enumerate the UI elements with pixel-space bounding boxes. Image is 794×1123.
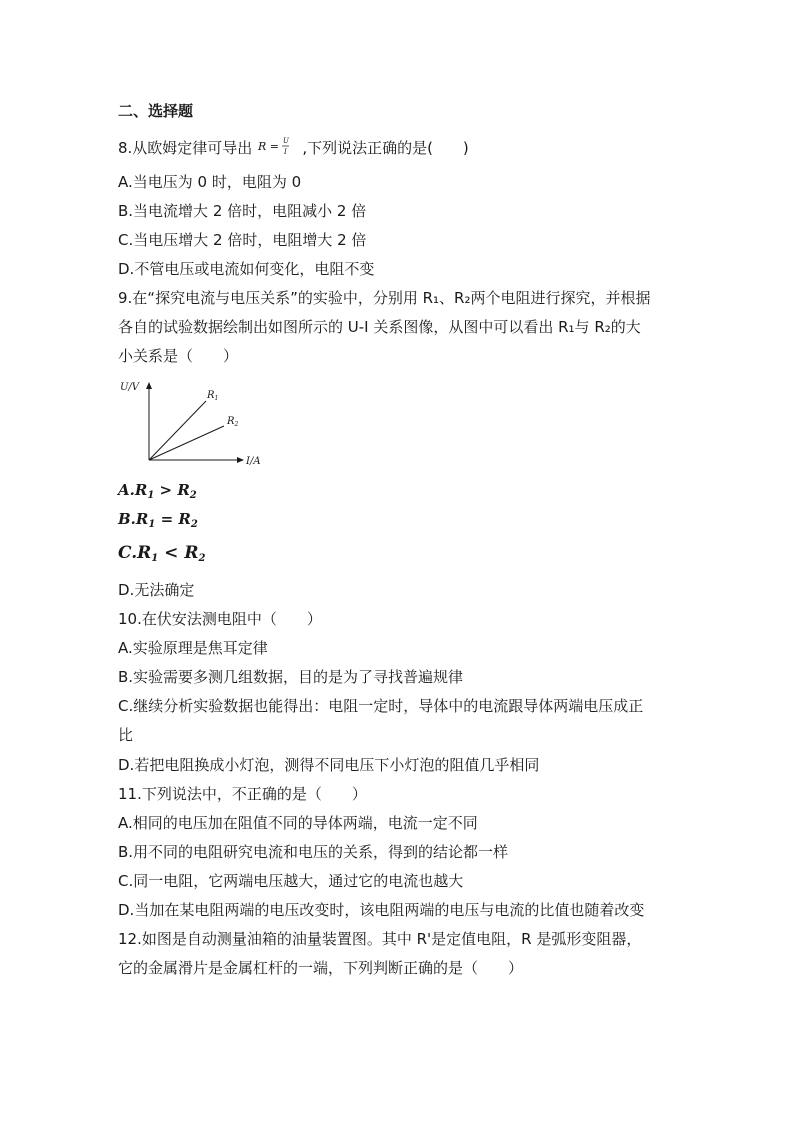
q9-line-r1: [149, 401, 206, 460]
q10-stem: 10.在伏安法测电阻中（ ）: [118, 610, 322, 628]
q11-option-b: B.用不同的电阻研究电流和电压的关系，得到的结论都一样: [118, 843, 509, 861]
q9-ui-graph: [118, 378, 268, 468]
q12-stem-line-2: 它的金属滑片是金属杠杆的一端，下列判断正确的是（ ）: [118, 959, 524, 977]
q8-formula-lhs: R =: [258, 140, 280, 153]
q9-x-axis-label: I/A: [246, 456, 261, 467]
q11-stem: 11.下列说法中，不正确的是（ ）: [118, 785, 367, 803]
q9-stem-line-3: 小关系是（ ）: [118, 347, 239, 365]
q8-stem-before: 8.从欧姆定律可导出: [118, 139, 253, 157]
q10-option-c: C.继续分析实验数据也能得出：电阻一定时，导体中的电流跟导体两端电压成正: [118, 697, 644, 715]
q9-option-a: $A.R_1 > R_2$: [118, 481, 197, 501]
q9-stem-line-1: 9.在“探究电流与电压关系”的实验中，分别用 R₁、R₂两个电阻进行探究，并根据: [118, 289, 651, 307]
q8-stem-after: ,下列说法正确的是( ): [302, 139, 469, 157]
q11-option-c: C.同一电阻，它两端电压越大，通过它的电流也越大: [118, 872, 464, 890]
q9-option-b: $B.R_1 = R_2$: [118, 510, 198, 530]
q12-stem-line-1: 12.如图是自动测量油箱的油量装置图。其中 R'是定值电阻，R 是弧形变阻器，: [118, 930, 642, 948]
q10-option-c-cont: 比: [118, 726, 134, 744]
q9-line-r2: [149, 426, 224, 460]
q8-option-d: D.不管电压或电流如何变化，电阻不变: [118, 260, 375, 278]
q9-y-axis-label: U/V: [120, 382, 140, 393]
q8-formula: [256, 135, 298, 162]
q8-formula-den: I: [284, 148, 288, 156]
q11-option-a: A.相同的电压加在阻值不同的导体两端，电流一定不同: [118, 814, 478, 832]
section-title: 二、选择题: [118, 102, 194, 120]
q9-stem-line-2: 各自的试验数据绘制出如图所示的 U-I 关系图像，从图中可以看出 R₁与 R₂的大: [118, 318, 641, 336]
q8-option-b: B.当电流增大 2 倍时，电阻减小 2 倍: [118, 202, 367, 220]
q9-r2-label: $R_2$: [227, 416, 239, 428]
q8-stem: [118, 135, 469, 162]
q10-option-b: B.实验需要多测几组数据，目的是为了寻找普遍规律: [118, 668, 464, 686]
q8-formula-num: U: [283, 137, 290, 145]
q10-option-a: A.实验原理是焦耳定律: [118, 639, 268, 657]
q9-option-d: D.无法确定: [118, 581, 195, 599]
q10-option-d: D.若把电阻换成小灯泡，测得不同电压下小灯泡的阻值几乎相同: [118, 756, 540, 774]
q8-option-a: A.当电压为 0 时，电阻为 0: [118, 173, 302, 191]
q8-option-c: C.当电压增大 2 倍时，电阻增大 2 倍: [118, 231, 367, 249]
q9-option-c: $C.R_1 < R_2$: [118, 543, 206, 564]
q9-r1-label: $R_1$: [207, 390, 219, 402]
q11-option-d: D.当加在某电阻两端的电压改变时，该电阻两端的电压与电流的比值也随着改变: [118, 901, 645, 919]
